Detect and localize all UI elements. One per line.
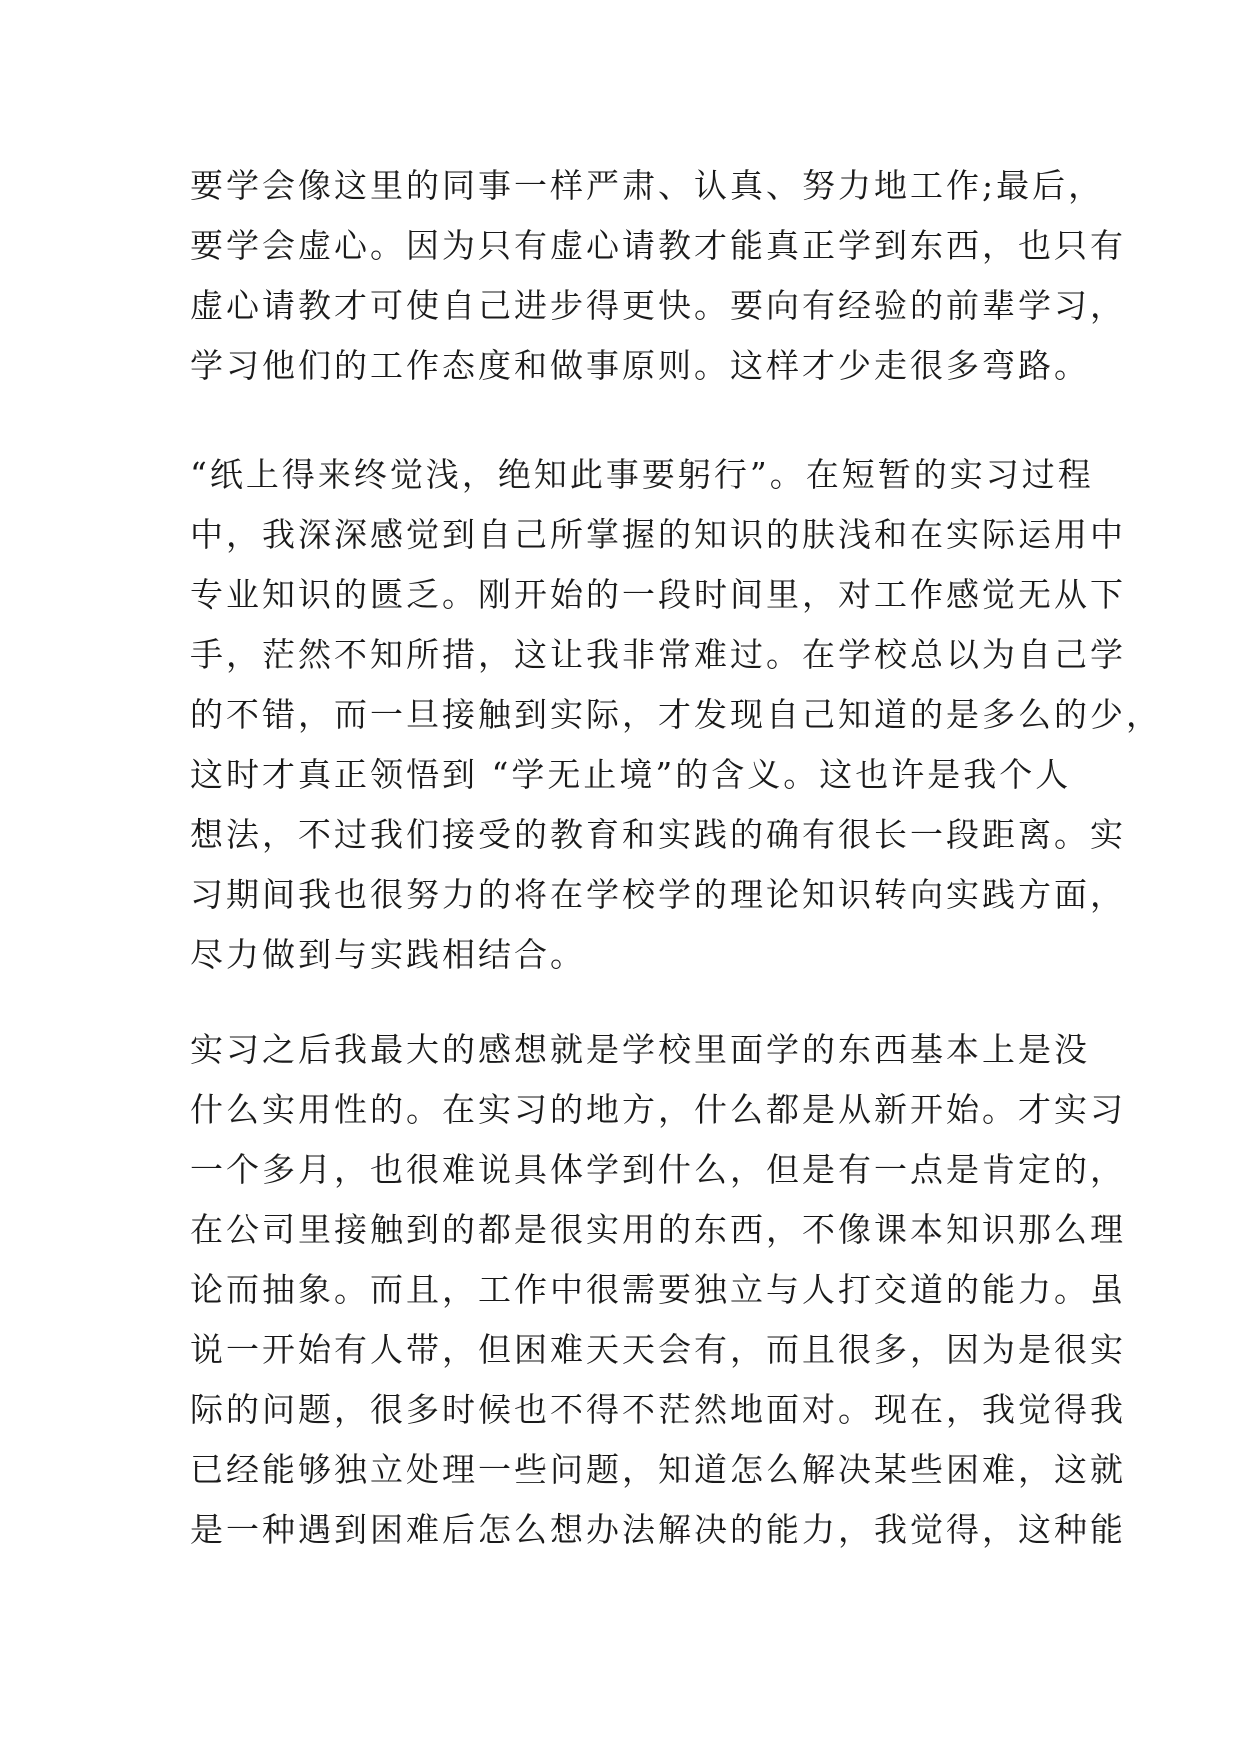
paragraph-2 (190, 445, 1162, 985)
text-line: 学习他们的工作态度和做事原则。这样才少走很多弯路。 (190, 346, 1090, 385)
text-line: 的不错，而一旦接触到实际，才发现自己知道的是多么的少， (190, 695, 1162, 734)
text-line: 手，茫然不知所措，这让我非常难过。在学校总以为自己学 (190, 635, 1126, 674)
text-line: 专业知识的匮乏。刚开始的一段时间里，对工作感觉无从下 (190, 575, 1126, 614)
text-line: 虚心请教才可使自己进步得更快。要向有经验的前辈学习， (190, 286, 1126, 325)
text-line: 实习之后我最大的感想就是学校里面学的东西基本上是没 (190, 1030, 1090, 1069)
text-line: 这时才真正领悟到 “学无止境”的含义。这也许是我个人 (190, 755, 1072, 794)
text-line: 习期间我也很努力的将在学校学的理论知识转向实践方面， (190, 875, 1126, 914)
text-line: 尽力做到与实践相结合。 (190, 935, 586, 974)
text-line: 已经能够独立处理一些问题，知道怎么解决某些困难，这就 (190, 1450, 1126, 1489)
text-line: 在公司里接触到的都是很实用的东西，不像课本知识那么理 (190, 1210, 1126, 1249)
text-line: 什么实用性的。在实习的地方，什么都是从新开始。才实习 (190, 1090, 1126, 1129)
text-line: 想法，不过我们接受的教育和实践的确有很长一段距离。实 (190, 815, 1126, 854)
text-line: 中，我深深感觉到自己所掌握的知识的肤浅和在实际运用中 (190, 515, 1126, 554)
text-line: 要学会像这里的同事一样严肃、认真、努力地工作;最后， (190, 166, 1105, 205)
paragraph-1 (190, 156, 1126, 396)
text-line: “纸上得来终觉浅，绝知此事要躬行”。在短暂的实习过程 (190, 455, 1094, 494)
paragraph-3 (190, 1020, 1126, 1560)
text-line: 说一开始有人带，但困难天天会有，而且很多，因为是很实 (190, 1330, 1126, 1369)
text-line: 一个多月，也很难说具体学到什么，但是有一点是肯定的， (190, 1150, 1126, 1189)
text-line: 际的问题，很多时候也不得不茫然地面对。现在，我觉得我 (190, 1390, 1126, 1429)
text-line: 论而抽象。而且，工作中很需要独立与人打交道的能力。虽 (190, 1270, 1126, 1309)
text-line: 是一种遇到困难后怎么想办法解决的能力，我觉得，这种能 (190, 1510, 1126, 1549)
text-line: 要学会虚心。因为只有虚心请教才能真正学到东西，也只有 (190, 226, 1126, 265)
